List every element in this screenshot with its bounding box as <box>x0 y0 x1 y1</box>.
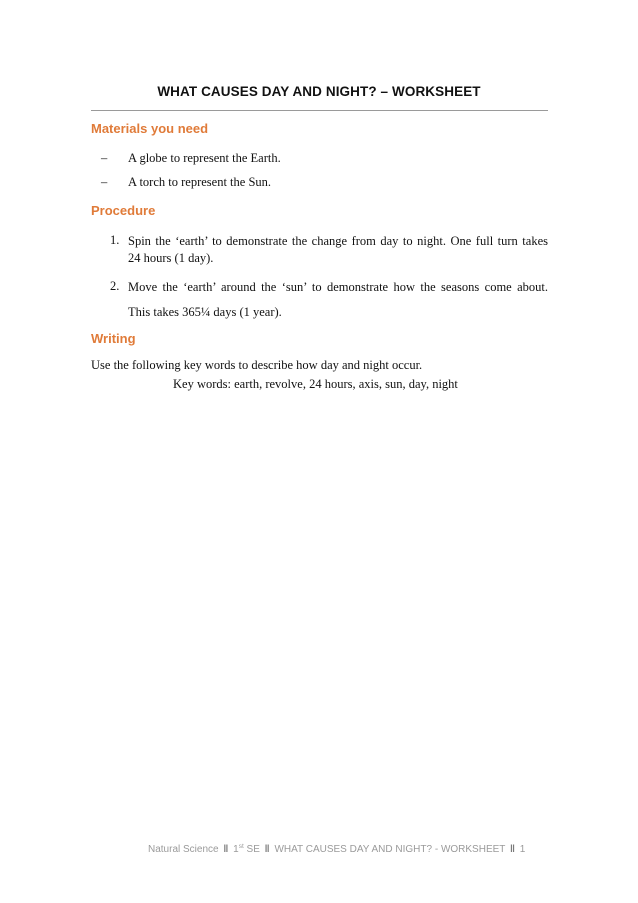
footer-grade-number: 1 <box>233 844 239 855</box>
bullet-dash: – <box>101 151 108 165</box>
step-number: 2. <box>110 279 120 293</box>
footer-grade-suffix: st <box>238 843 244 850</box>
step-text-line: This takes 365¼ days (1 year). <box>128 305 282 319</box>
footer-separator: ‖ <box>223 844 229 855</box>
key-words: Key words: earth, revolve, 24 hours, axis, sun, day, night <box>173 377 458 391</box>
writing-heading: Writing <box>91 331 136 346</box>
step-text-line: Move the ‘earth’ around the ‘sun’ to demonstrate how the seasons come about. <box>128 280 548 294</box>
page-footer <box>148 843 525 855</box>
footer-separator: ‖ <box>510 844 515 855</box>
footer-page-number: 1 <box>519 844 526 855</box>
list-item <box>101 174 271 190</box>
bullet-dash: – <box>101 175 108 189</box>
materials-heading: Materials you need <box>91 121 209 136</box>
list-item-text: A globe to represent the Earth. <box>128 151 281 165</box>
step-text-line: Spin the ‘earth’ to demonstrate the change from day to night. One full turn takes <box>128 234 548 248</box>
procedure-heading: Procedure <box>91 203 156 218</box>
step-number: 1. <box>110 233 120 247</box>
page-title: WHAT CAUSES DAY AND NIGHT? – WORKSHEET <box>157 84 481 99</box>
footer-doc-title: WHAT CAUSES DAY AND NIGHT? - WORKSHEET <box>274 844 506 855</box>
list-item <box>101 150 281 166</box>
step-text-line: 24 hours (1 day). <box>128 251 214 265</box>
footer-separator: ‖ <box>264 844 270 855</box>
list-item-text: A torch to represent the Sun. <box>128 175 272 189</box>
footer-subject: Natural Science <box>148 844 219 855</box>
title-divider <box>91 110 548 111</box>
footer-grade-label: SE <box>246 844 260 855</box>
writing-instruction: Use the following key words to describe how day and night occur. <box>91 358 423 372</box>
